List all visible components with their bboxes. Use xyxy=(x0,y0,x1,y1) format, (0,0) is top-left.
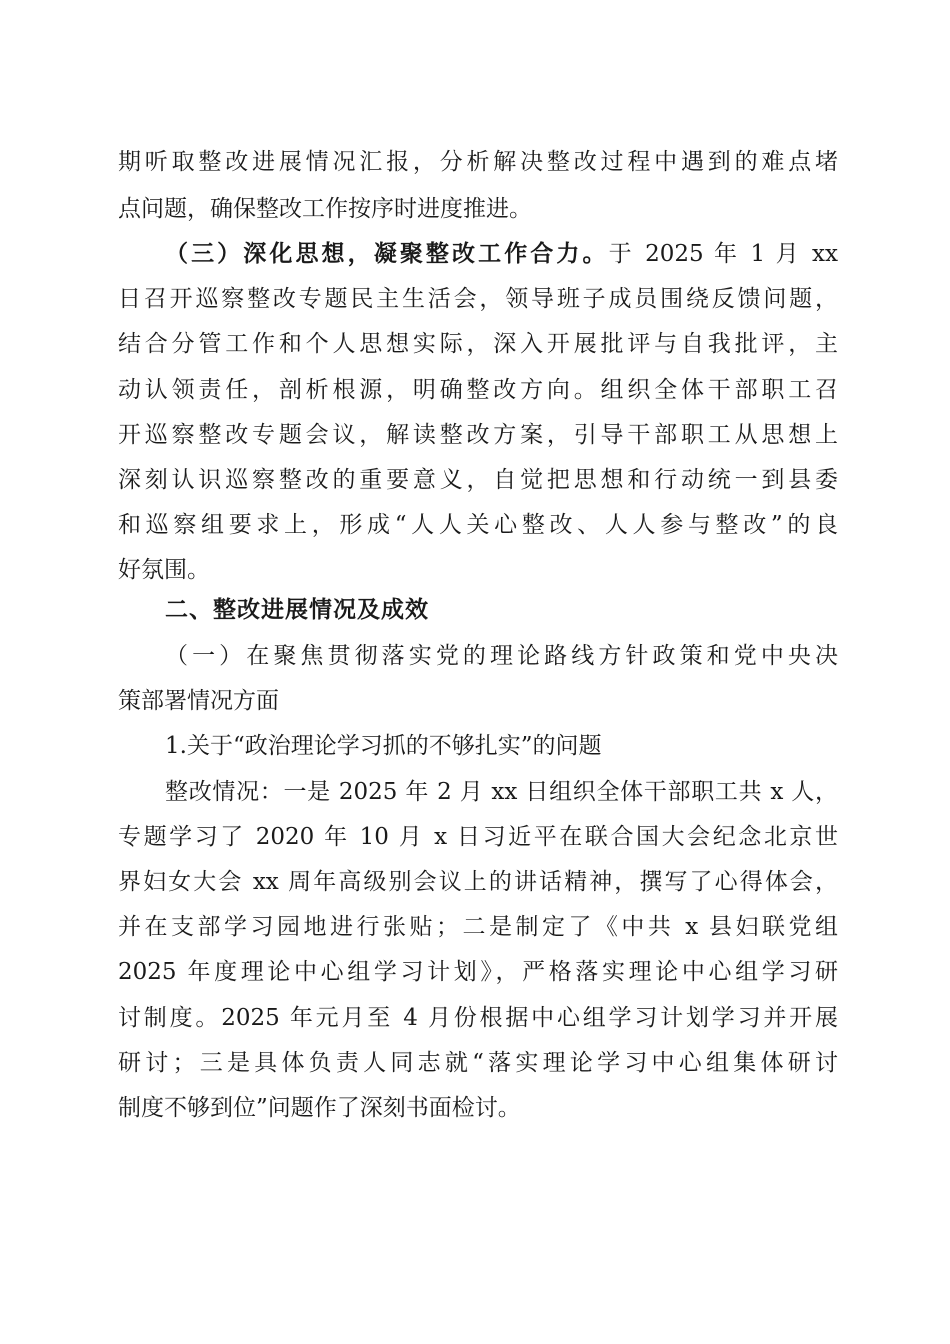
paragraph-line: 2025 年度理论中心组学习计划》，严格落实理论中心组学习研 xyxy=(118,959,838,985)
paragraph-line: 专题学习了 2020 年 10 月 x 日习近平在联合国大会纪念北京世 xyxy=(118,824,838,850)
paragraph-line: 界妇女大会 xx 周年高级别会议上的讲话精神，撰写了心得体会， xyxy=(118,869,838,895)
paragraph-line: 期听取整改进展情况汇报，分析解决整改过程中遇到的难点堵 xyxy=(118,149,838,175)
paragraph-line: 开巡察整改专题会议，解读整改方案，引导干部职工从思想上 xyxy=(118,422,838,448)
paragraph-line: 讨制度。2025 年元月至 4 月份根据中心组学习计划学习并开展 xyxy=(118,1005,838,1031)
subsection-heading-line: 策部署情况方面 xyxy=(118,688,279,714)
paragraph-line: 动认领责任，剖析根源，明确整改方向。组织全体干部职工召 xyxy=(118,377,838,403)
paragraph-line: 并在支部学习园地进行张贴；二是制定了《中共 x 县妇联党组 xyxy=(118,914,838,940)
item-title: 1.关于“政治理论学习抓的不够扎实”的问题 xyxy=(165,733,602,759)
section-three-first-line-text: 于 2025 年 1 月 xx xyxy=(608,241,839,267)
part-two-heading: 二、整改进展情况及成效 xyxy=(165,597,429,623)
paragraph-line: 整改情况：一是 2025 年 2 月 xx 日组织全体干部职工共 x 人， xyxy=(165,779,838,805)
paragraph-line: 点问题，确保整改工作按序时进度推进。 xyxy=(118,196,532,222)
paragraph-line: 好氛围。 xyxy=(118,557,210,583)
section-three-heading: （三）深化思想，凝聚整改工作合力。 xyxy=(165,240,609,267)
paragraph-line: 和巡察组要求上，形成“人人关心整改、人人参与整改”的良 xyxy=(118,512,838,538)
subsection-heading-line: （一）在聚焦贯彻落实党的理论路线方针政策和党中央决 xyxy=(165,643,838,669)
paragraph-line: 结合分管工作和个人思想实际，深入开展批评与自我批评，主 xyxy=(118,331,838,357)
paragraph-line: 深刻认识巡察整改的重要意义，自觉把思想和行动统一到县委 xyxy=(118,467,838,493)
paragraph-line: 制度不够到位”问题作了深刻书面检讨。 xyxy=(118,1095,521,1121)
paragraph-line: 研讨；三是具体负责人同志就“落实理论学习中心组集体研讨 xyxy=(118,1050,838,1076)
section-three-first-line xyxy=(165,234,838,274)
paragraph-line: 日召开巡察整改专题民主生活会，领导班子成员围绕反馈问题， xyxy=(118,286,838,312)
